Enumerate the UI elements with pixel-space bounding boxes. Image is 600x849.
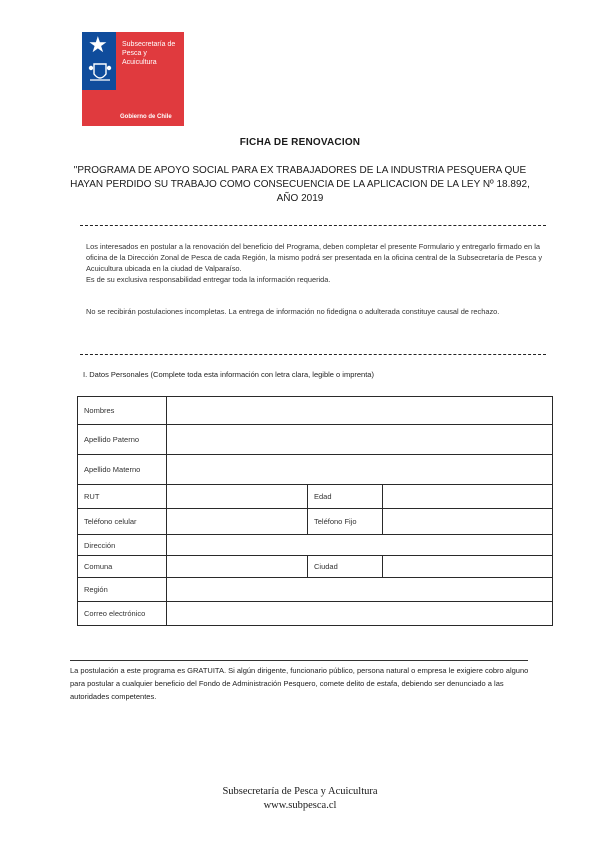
rejection-paragraph: No se recibirán postulaciones incompletas. La entrega de información no fidedigna o adulterada constituye causal de rechazo. [86, 307, 500, 316]
star-icon: ★ [88, 32, 108, 57]
page-title: FICHA DE RENOVACION [239, 137, 361, 148]
input-apellido-paterno[interactable] [167, 425, 553, 455]
label-edad: Edad [308, 485, 383, 509]
label-nombres: Nombres [78, 397, 167, 425]
input-comuna[interactable] [167, 556, 308, 578]
personal-data-form [77, 396, 553, 626]
input-correo[interactable] [167, 602, 553, 626]
label-correo: Correo electrónico [78, 602, 167, 626]
logo-red-lower-block [82, 90, 116, 126]
input-region[interactable] [167, 578, 553, 602]
footer-divider [70, 660, 528, 661]
input-ciudad[interactable] [383, 556, 553, 578]
website-link[interactable]: www.subpesca.cl [263, 800, 337, 811]
signature-org: Subsecretaría de Pesca y Acuicultura [222, 786, 378, 797]
label-region: Región [78, 578, 167, 602]
government-logo [82, 32, 184, 126]
label-apellido-paterno: Apellido Paterno [78, 425, 167, 455]
input-telefono-celular[interactable] [167, 509, 308, 535]
coat-of-arms-icon [86, 58, 114, 86]
free-program-notice: La postulación a este programa es GRATUITA. Si algún dirigente, funcionario público, persona natural o empresa le exigiere cobro alguno para postular a cualquier beneficio del Fondo de Administración Pesquero, comete delito de estafa, debiendo ser denunciado a las autoridades competentes. [70, 666, 529, 701]
label-comuna: Comuna [78, 556, 167, 578]
dashed-divider [80, 225, 546, 226]
input-nombres[interactable] [167, 397, 553, 425]
label-direccion: Dirección [78, 535, 167, 556]
label-ciudad: Ciudad [308, 556, 383, 578]
logo-org-name: Subsecretaría de Pesca y Acuicultura [122, 41, 176, 66]
input-rut[interactable] [167, 485, 308, 509]
label-apellido-materno: Apellido Materno [78, 455, 167, 485]
instructions-paragraph: Los interesados en postular a la renovación del beneficio del Programa, deben completar el presente Formulario y entregarlo firmado en la oficina de la Dirección Zonal de Pesca de cada Región, la mismo podrá ser presentada en la oficina central de la Subsecretaría de Pesca y Acuicultura ubicada en la ciudad de Valparaíso. [86, 242, 543, 273]
section-heading: I. Datos Personales (Complete toda esta información con letra clara, legible o imprenta) [83, 370, 374, 379]
label-telefono-fijo: Teléfono Fijo [308, 509, 383, 535]
responsibility-paragraph: Es de su exclusiva responsabilidad entregar toda la información requerida. [86, 275, 331, 284]
program-subtitle: "PROGRAMA DE APOYO SOCIAL PARA EX TRABAJADORES DE LA INDUSTRIA PESQUERA QUE HAYAN PERDIDO SU TRABAJO COMO CONSECUENCIA DE LA APLICACION DE LA LEY Nº 18.892, AÑO 2019 [70, 165, 530, 204]
input-edad[interactable] [383, 485, 553, 509]
input-direccion[interactable] [167, 535, 553, 556]
logo-government: Gobierno de Chile [120, 114, 172, 120]
input-apellido-materno[interactable] [167, 455, 553, 485]
input-telefono-fijo[interactable] [383, 509, 553, 535]
dashed-divider [80, 354, 546, 355]
label-rut: RUT [78, 485, 167, 509]
label-telefono-celular: Teléfono celular [78, 509, 167, 535]
